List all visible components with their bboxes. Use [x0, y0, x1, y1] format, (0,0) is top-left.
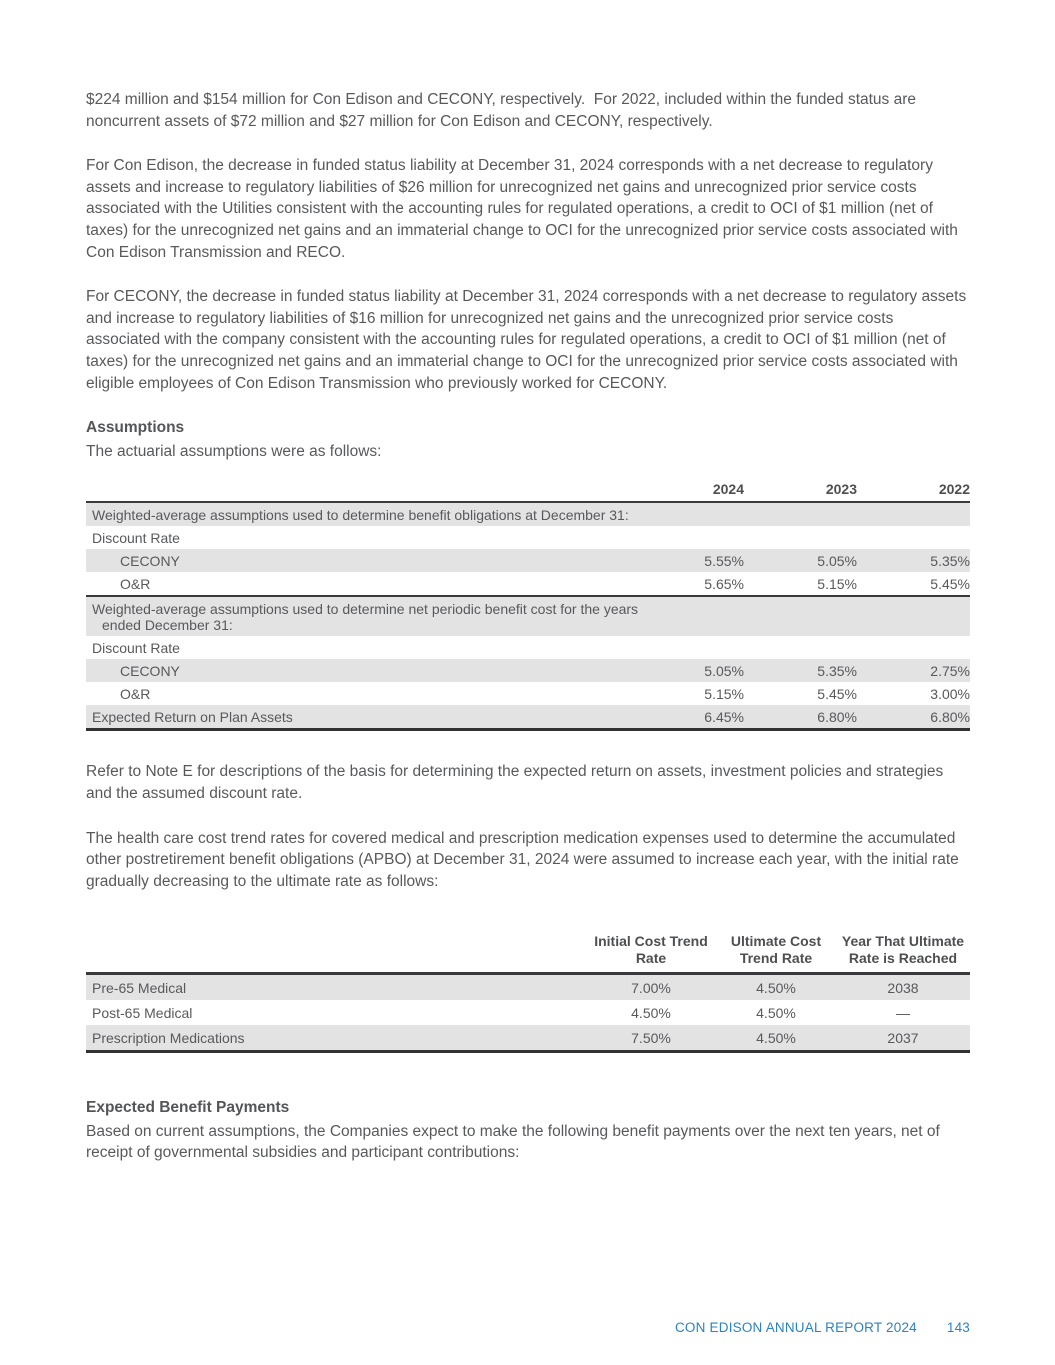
health-care-trend-table	[86, 933, 970, 1053]
section-label-line2: ended December 31:	[102, 616, 233, 633]
table-row-pre-65-medical	[86, 974, 970, 1001]
row-label: O&R	[120, 685, 151, 702]
value-2022: 5.35%	[857, 549, 970, 572]
year-header-2023: 2023	[744, 479, 857, 502]
table-row-cecony-1	[86, 549, 970, 572]
value-2023: 5.45%	[817, 685, 857, 702]
year-reached-value: —	[896, 1004, 910, 1021]
value-2023: 5.35%	[744, 659, 857, 682]
row-label: Discount Rate	[92, 529, 180, 546]
paragraph-funded-status: $224 million and $154 million for Con Edison and CECONY, respectively. For 2022, included within the funded status are noncurrent assets of $72 million and $27 million for Con Edison and CECONY, respectively.	[86, 91, 917, 130]
table-row-post-65-medical	[86, 1000, 970, 1025]
table-row-expected-return	[86, 705, 970, 730]
page-footer	[675, 1320, 970, 1335]
value-2022: 3.00%	[930, 685, 970, 702]
header-line1: Initial Cost Trend	[594, 933, 708, 950]
table-row-or-1	[86, 572, 970, 596]
assumptions-table-header-row	[86, 479, 970, 502]
section-label: Weighted-average assumptions used to determine benefit obligations at December 31:	[86, 502, 970, 526]
row-label: Prescription Medications	[86, 1025, 586, 1052]
value-2023: 5.05%	[744, 549, 857, 572]
assumptions-intro: The actuarial assumptions were as follows:	[86, 442, 382, 460]
trend-table-spacer-header	[86, 933, 586, 974]
table-row-or-2	[86, 682, 970, 705]
ultimate-cost-trend-rate-header	[716, 933, 836, 974]
value-2024: 5.55%	[631, 549, 744, 572]
table-row-section-net-periodic	[86, 596, 970, 636]
row-label: Pre-65 Medical	[86, 974, 586, 1001]
assumptions-table	[86, 479, 970, 731]
value-2024: 5.05%	[631, 659, 744, 682]
row-label: CECONY	[86, 659, 631, 682]
value-2023: 5.15%	[817, 575, 857, 592]
header-line2: Rate	[635, 949, 667, 966]
year-reached-value: 2037	[836, 1025, 970, 1052]
table-row-discount-rate-2	[86, 636, 970, 659]
value-2024: 6.45%	[631, 705, 744, 730]
assumptions-heading: Assumptions	[86, 419, 185, 437]
table-row-prescription-medications	[86, 1025, 970, 1052]
footer-report-title: CON EDISON ANNUAL REPORT 2024	[674, 1320, 917, 1335]
initial-rate-value: 4.50%	[631, 1004, 671, 1021]
row-label: Expected Return on Plan Assets	[86, 705, 631, 730]
initial-rate-value: 7.00%	[586, 974, 716, 1001]
paragraph-expected-benefit-intro: Based on current assumptions, the Companies expect to make the following benefit payments over the next ten years, net of receipt of governmental subsidies and participant contributions:	[86, 1122, 940, 1162]
year-reached-value: 2038	[836, 974, 970, 1001]
value-2023: 6.80%	[744, 705, 857, 730]
row-label: O&R	[120, 575, 151, 592]
assumptions-table-spacer-header	[86, 479, 631, 502]
row-label: CECONY	[86, 549, 631, 572]
ultimate-rate-value: 4.50%	[756, 1004, 796, 1021]
value-2022: 2.75%	[857, 659, 970, 682]
expected-benefit-payments-heading: Expected Benefit Payments	[86, 1099, 290, 1117]
row-label: Post-65 Medical	[92, 1004, 193, 1021]
footer-page-number: 143	[946, 1320, 970, 1335]
year-header-2024: 2024	[631, 479, 744, 502]
paragraph-note-e-ref: Refer to Note E for descriptions of the basis for determining the expected return on assets, investment policies and strategies and the assumed discount rate.	[86, 763, 944, 802]
year-header-2022: 2022	[857, 479, 970, 502]
section-label-line1: Weighted-average assumptions used to determine net periodic benefit cost for the years	[92, 600, 639, 617]
value-2022: 6.80%	[857, 705, 970, 730]
table-row-section-benefit-obligations	[86, 502, 970, 526]
header-line2: Trend Rate	[739, 949, 813, 966]
header-line1: Ultimate Cost	[730, 933, 822, 950]
initial-cost-trend-rate-header	[586, 933, 716, 974]
ultimate-rate-value: 4.50%	[716, 1025, 836, 1052]
paragraph-health-care-trend: The health care cost trend rates for covered medical and prescription medication expenses used to determine the accumulated other postretirement benefit obligations (APBO) at December 31, 2024 were assumed to increase each year, with the initial rate gradually decreasing to the ultimate rate as follows:	[86, 829, 959, 890]
row-label: Discount Rate	[92, 639, 180, 656]
paragraph-con-edison-decrease: For Con Edison, the decrease in funded status liability at December 31, 2024 corresponds with a net decrease to regulatory assets and increase to regulatory liabilities of $26 million for unrecognized net gains and unrecognized prior service costs associated with the Utilities consistent with the accounting rules for regulated operations, a credit to OCI of $1 million (net of taxes) for the unrecognized net gains and an immaterial change to OCI for the unrecognized prior service costs associated with Con Edison Transmission and RECO.	[86, 157, 958, 261]
trend-table-header-row	[86, 933, 970, 974]
header-line2: Rate is Reached	[848, 949, 958, 966]
year-ultimate-rate-reached-header	[836, 933, 970, 974]
header-line1: Year That Ultimate	[841, 933, 965, 950]
ultimate-rate-value: 4.50%	[716, 974, 836, 1001]
table-row-discount-rate-1	[86, 526, 970, 549]
table-row-cecony-2	[86, 659, 970, 682]
paragraph-cecony-decrease: For CECONY, the decrease in funded status liability at December 31, 2024 corresponds with a net decrease to regulatory assets and increase to regulatory liabilities of $16 million for unrecognized net gains and the unrecognized prior service costs associated with the company consistent with the accounting rules for regulated operations, a credit to OCI of $1 million (net of taxes) for the unrecognized net gains and an immaterial change to OCI for the unrecognized prior service costs associated with eligible employees of Con Edison Transmission who previously worked for CECONY.	[86, 288, 967, 392]
initial-rate-value: 7.50%	[586, 1025, 716, 1052]
section-label	[86, 596, 970, 636]
value-2024: 5.65%	[704, 575, 744, 592]
value-2022: 5.45%	[930, 575, 970, 592]
value-2024: 5.15%	[704, 685, 744, 702]
page-content	[86, 0, 970, 1164]
